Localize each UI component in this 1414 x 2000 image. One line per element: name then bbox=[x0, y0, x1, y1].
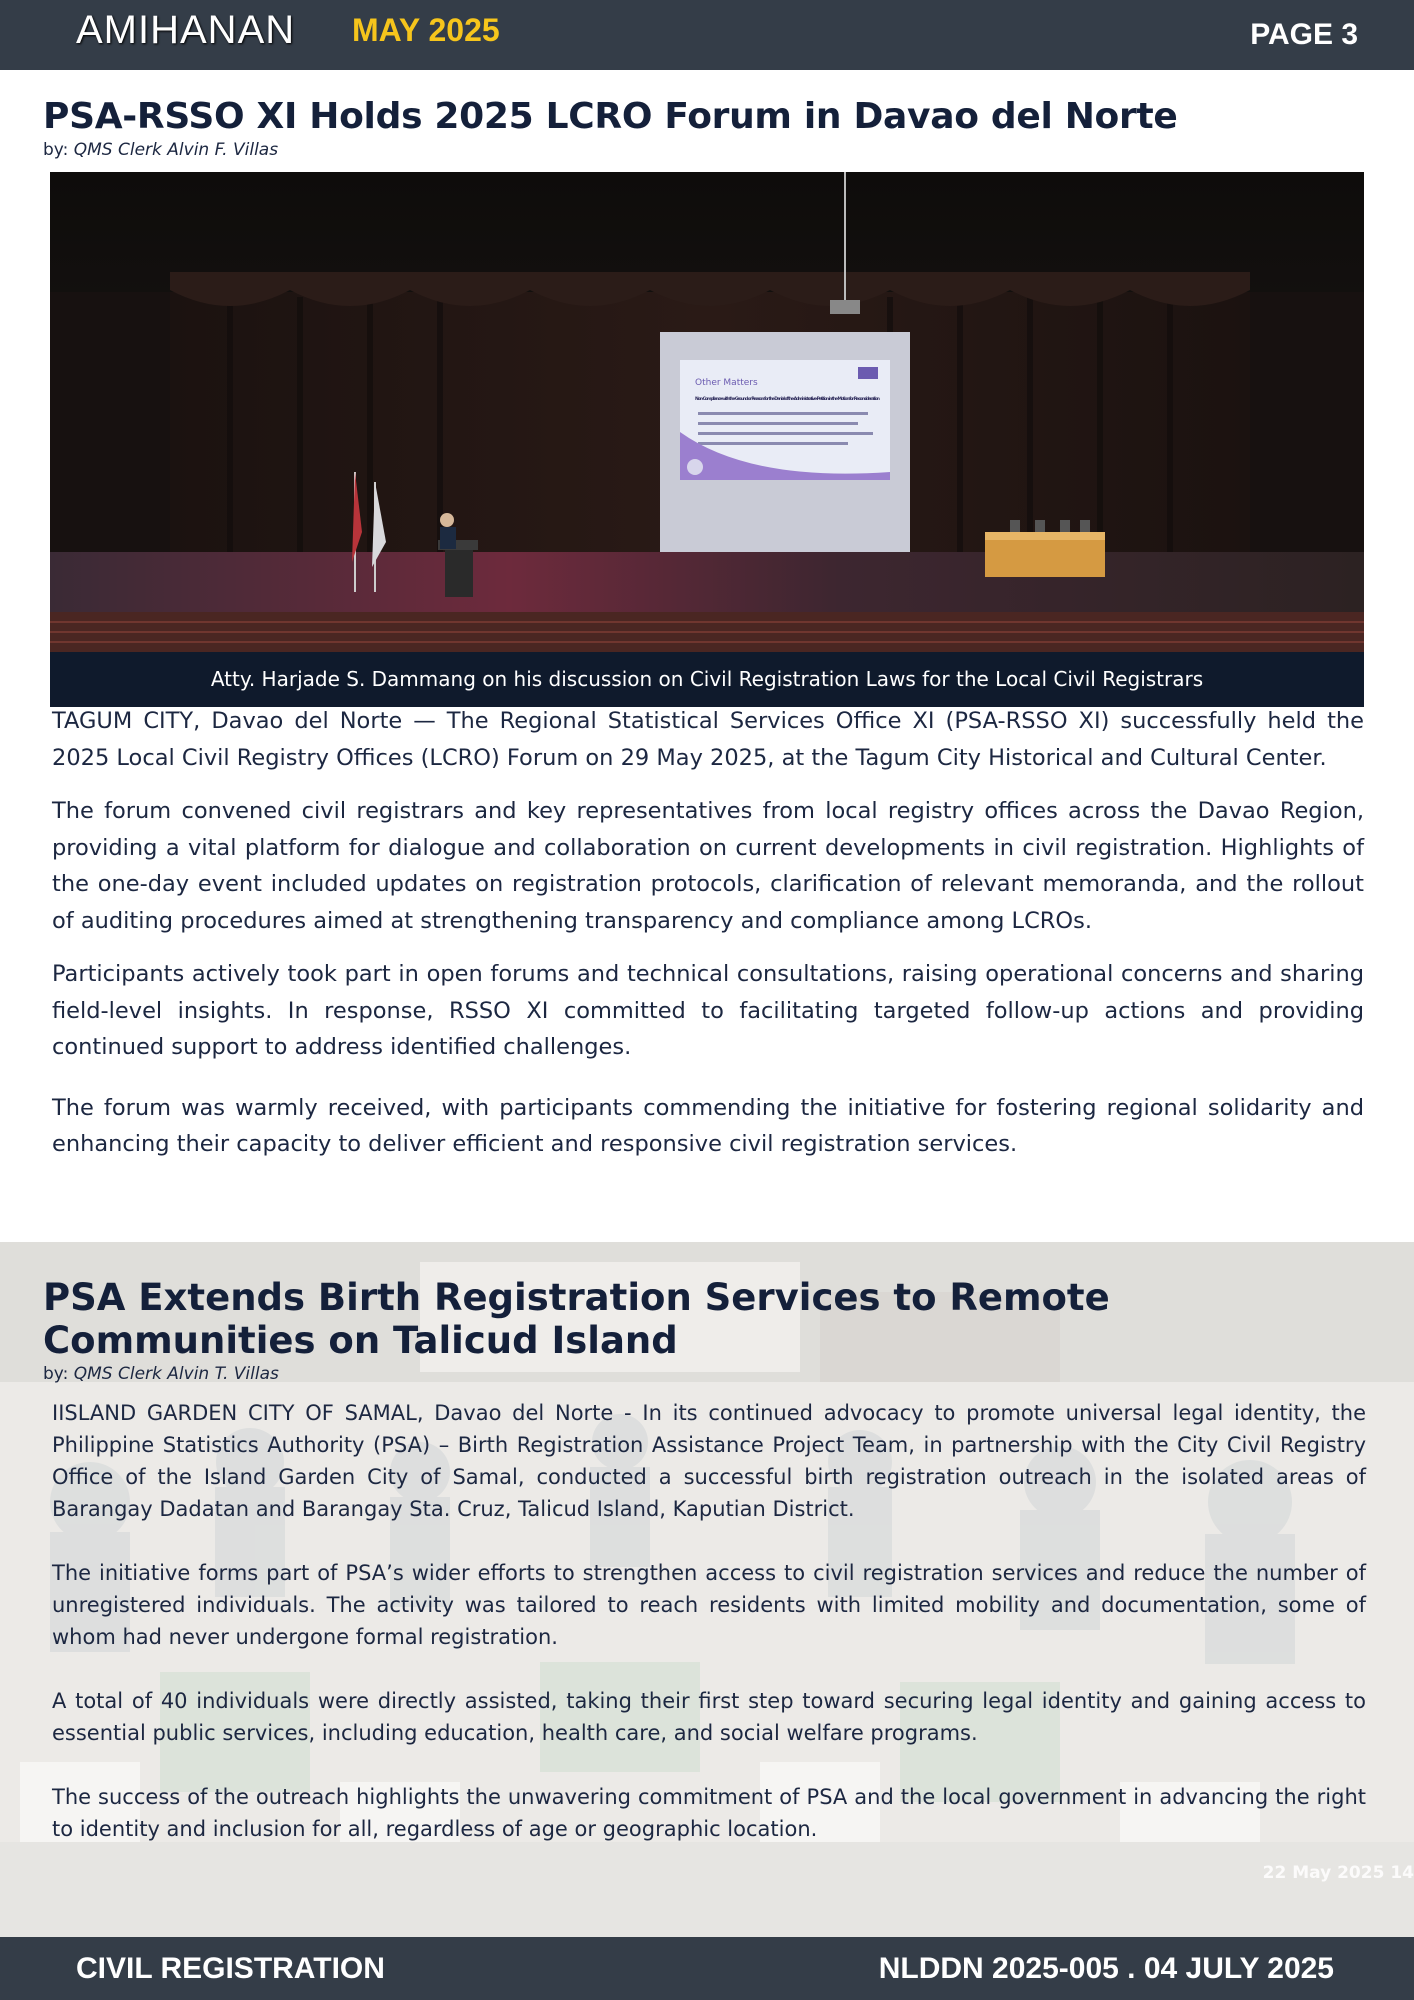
issue-month: MAY 2025 bbox=[352, 12, 500, 48]
slide-subheading: Non-Compliance with the Ground or Reason for the Denial of the Administrative Petition in the Motion for Reconsideration bbox=[695, 397, 881, 402]
article1-byline bbox=[43, 140, 278, 160]
slide-heading: Other Matters bbox=[695, 378, 758, 388]
article1-body bbox=[52, 703, 1364, 1180]
article1-paragraph: The forum was warmly received, with participants commending the initiative for fostering regional solidarity and enhancing their capacity to deliver efficient and responsive civil registration services. bbox=[52, 1094, 1364, 1157]
photo-caption: Atty. Harjade S. Dammang on his discussion on Civil Registration Laws for the Local Civil Registrars bbox=[50, 652, 1364, 707]
article2-title: PSA Extends Birth Registration Services to Remote Communities on Talicud Island bbox=[43, 1276, 1110, 1362]
article1-paragraph: The forum convened civil registrars and key representatives from local registry offices across the Davao Region, providing a vital platform for dialogue and collaboration on current developments in civil registration. Highlights of the one-day event included updates on registration protocols, clarification of relevant memoranda, and the rollout of auditing procedures aimed at strengthening transparency and compliance among LCROs. bbox=[52, 798, 1364, 934]
article2-paragraph: IISLAND GARDEN CITY OF SAMAL, Davao del Norte - In its continued advocacy to promote universal legal identity, the Philippine Statistics Authority (PSA) – Birth Registration Assistance Project Team, in partnership with the City Civil Registry Office of the Island Garden City of Samal, conducted a successful birth registration outreach in the isolated areas of Barangay Dadatan and Barangay Sta. Cruz, Talicud Island, Kaputian District. bbox=[52, 1401, 1366, 1521]
article1-paragraph: Participants actively took part in open forums and technical consultations, raising operational concerns and sharing field-level insights. In response, RSSO XI committed to facilitating targeted follow-up actions and providing continued support to address identified challenges. bbox=[52, 961, 1364, 1060]
newsletter-masthead: AMIHANAN bbox=[76, 8, 296, 52]
byline-author: QMS Clerk Alvin T. Villas bbox=[73, 1364, 279, 1384]
article2-paragraph: The initiative forms part of PSA’s wider efforts to strengthen access to civil registration services and reduce the number of unregistered individuals. The activity was tailored to reach residents with limited mobility and documentation, some of whom had never undergone formal registration. bbox=[52, 1561, 1366, 1649]
stage-illustration bbox=[50, 172, 1364, 707]
header-bar bbox=[0, 0, 1414, 70]
page-number: PAGE 3 bbox=[1250, 18, 1358, 51]
article1-title: PSA-RSSO XI Holds 2025 LCRO Forum in Davao del Norte bbox=[43, 96, 1178, 137]
forum-stage-photo bbox=[50, 172, 1364, 707]
article2-paragraph: The success of the outreach highlights the unwavering commitment of PSA and the local government in advancing the right to identity and inclusion for all, regardless of age or geographic location. bbox=[52, 1785, 1366, 1841]
byline-prefix: by: bbox=[43, 140, 74, 160]
article2-byline bbox=[43, 1364, 279, 1384]
byline-author: QMS Clerk Alvin F. Villas bbox=[73, 140, 279, 160]
article2-paragraph: A total of 40 individuals were directly assisted, taking their first step toward securing legal identity and gaining access to essential public services, including education, health care, and social welfare programs. bbox=[52, 1689, 1366, 1745]
article2-body bbox=[52, 1397, 1366, 1877]
byline-prefix: by: bbox=[43, 1364, 74, 1384]
article1-paragraph: TAGUM CITY, Davao del Norte — The Regional Statistical Services Office XI (PSA-RSSO XI) successfully held the 2025 Local Civil Registry Offices (LCRO) Forum on 29 May 2025, at the Tagum City Historical and Cultural Center. bbox=[52, 708, 1364, 771]
footer-bar bbox=[0, 1937, 1414, 2000]
footer-section-label: CIVIL REGISTRATION bbox=[76, 1952, 385, 1985]
footer-issue-code: NLDDN 2025-005 . 04 JULY 2025 bbox=[878, 1952, 1334, 1985]
photo-date-stamp: 22 May 2025 14 bbox=[1262, 1863, 1414, 1883]
